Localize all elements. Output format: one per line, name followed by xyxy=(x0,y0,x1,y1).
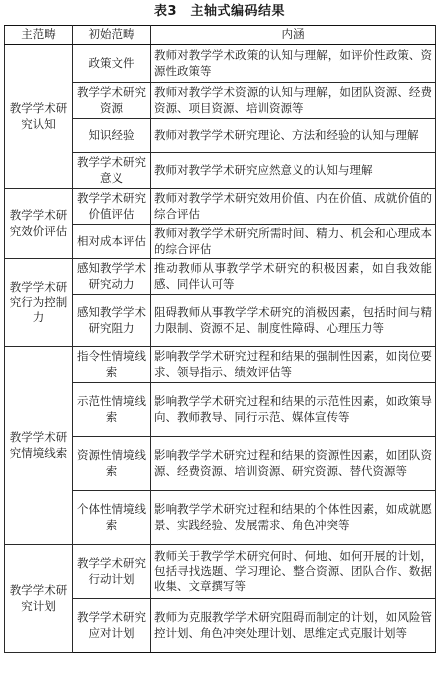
table-row xyxy=(5,347,436,383)
initial-category-cell: 相对成本评估 xyxy=(73,225,151,259)
table-title: 表3 主轴式编码结果 xyxy=(153,4,286,19)
table-row xyxy=(5,189,436,225)
connotation-cell: 教师对教学学术研究效用价值、内在价值、成就价值的综合评估 xyxy=(151,189,436,225)
connotation-cell: 教师对教学学术政策的认知与理解，如评价性政策、资源性政策等 xyxy=(151,45,436,83)
header-main-category: 主范畴 xyxy=(5,26,73,45)
main-category-cell: 教学学术研究计划 xyxy=(5,545,73,653)
initial-category-cell: 教学学术研究应对计划 xyxy=(73,599,151,653)
connotation-cell: 推动教师从事教学学术研究的积极因素，如自我效能感、同伴认可等 xyxy=(151,259,436,295)
main-category-cell: 教学学术研究认知 xyxy=(5,45,73,189)
initial-category-cell: 感知教学学术研究阻力 xyxy=(73,295,151,347)
header-connotation: 内涵 xyxy=(151,26,436,45)
coding-results-table xyxy=(4,25,436,653)
initial-category-cell: 指令性情境线索 xyxy=(73,347,151,383)
initial-category-cell: 教学学术研究意义 xyxy=(73,153,151,189)
table-row xyxy=(5,545,436,599)
initial-category-cell: 示范性情境线索 xyxy=(73,383,151,437)
connotation-cell: 教师关于教学学术研究何时、何地、如何开展的计划，包括寻找选题、学习理论、整合资源、团队合作、数据收集、文章撰写等 xyxy=(151,545,436,599)
connotation-cell: 阻碍教师从事教学学术研究的消极因素，包括时间与精力限制、资源不足、制度性障碍、心理压力等 xyxy=(151,295,436,347)
connotation-cell: 教师对教学学术资源的认知与理解，如团队资源、经费资源、项目资源、培训资源等 xyxy=(151,83,436,119)
main-category-cell: 教学学术研究效价评估 xyxy=(5,189,73,259)
initial-category-cell: 政策文件 xyxy=(73,45,151,83)
initial-category-cell: 个体性情境线索 xyxy=(73,491,151,545)
initial-category-cell: 教学学术研究资源 xyxy=(73,83,151,119)
initial-category-cell: 教学学术研究行动计划 xyxy=(73,545,151,599)
initial-category-cell: 资源性情境线索 xyxy=(73,437,151,491)
table-row xyxy=(5,45,436,83)
connotation-cell: 影响教学学术研究过程和结果的强制性因素，如岗位要求、领导指示、绩效评估等 xyxy=(151,347,436,383)
connotation-cell: 教师对教学学术研究所需时间、精力、机会和心理成本的综合评估 xyxy=(151,225,436,259)
header-row xyxy=(5,26,436,45)
main-category-cell: 教学学术研究情境线索 xyxy=(5,347,73,545)
connotation-cell: 教师对教学学术研究理论、方法和经验的认知与理解 xyxy=(151,119,436,153)
initial-category-cell: 感知教学学术研究动力 xyxy=(73,259,151,295)
initial-category-cell: 知识经验 xyxy=(73,119,151,153)
table-row xyxy=(5,259,436,295)
connotation-cell: 教师对教学学术研究应然意义的认知与理解 xyxy=(151,153,436,189)
connotation-cell: 影响教学学术研究过程和结果的示范性因素，如政策导向、教师教导、同行示范、媒体宣传等 xyxy=(151,383,436,437)
main-category-cell: 教学学术研究行为控制力 xyxy=(5,259,73,347)
header-initial-category: 初始范畴 xyxy=(73,26,151,45)
connotation-cell: 影响教学学术研究过程和结果的个体性因素，如成就愿景、实践经验、发展需求、角色冲突等 xyxy=(151,491,436,545)
initial-category-cell: 教学学术研究价值评估 xyxy=(73,189,151,225)
connotation-cell: 影响教学学术研究过程和结果的资源性因素，如团队资源、经费资源、培训资源、研究资源、替代资源等 xyxy=(151,437,436,491)
connotation-cell: 教师为克服教学学术研究阻碍而制定的计划，如风险管控计划、角色冲突处理计划、思维定式克服计划等 xyxy=(151,599,436,653)
